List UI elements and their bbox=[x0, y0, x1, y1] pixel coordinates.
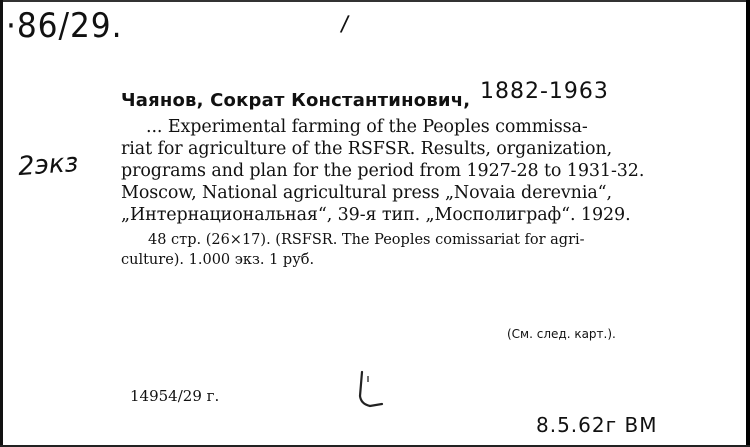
scan-border-top bbox=[0, 0, 750, 2]
date-note: 8.5.62г ВМ bbox=[536, 413, 658, 437]
accession-number: 14954/29 г. bbox=[130, 387, 220, 405]
cross-reference: (См. след. карт.). bbox=[507, 327, 616, 341]
title-line-2: riat for agriculture of the RSFSR. Results, organization, bbox=[121, 139, 613, 159]
title-line-3: programs and plan for the period from 1927-28 to 1931-32. bbox=[121, 161, 645, 181]
imprint-line-2: „Интернациональная“, 39-я тип. „Мосполиграф“. 1929. bbox=[121, 205, 631, 225]
author-heading: Чаянов, Сократ Константинович, bbox=[121, 90, 471, 111]
scan-border-left bbox=[0, 0, 3, 447]
library-stamp-mark bbox=[356, 368, 386, 408]
copies-note: 2экз bbox=[17, 147, 80, 183]
title-line-1: ... Experimental farming of the Peoples commissa- bbox=[146, 117, 588, 137]
collation-line-1: 48 стр. (26×17). (RSFSR. The Peoples comissariat for agri- bbox=[148, 232, 585, 248]
author-years: 1882-1963 bbox=[480, 79, 609, 104]
scan-border-right bbox=[746, 0, 750, 447]
tick-mark: / bbox=[339, 11, 351, 38]
collation-line-2: culture). 1.000 экз. 1 руб. bbox=[121, 252, 315, 268]
imprint-line-1: Moscow, National agricultural press „Novaia derevnia“, bbox=[121, 183, 612, 203]
shelfmark: ·86/29. bbox=[6, 6, 123, 46]
